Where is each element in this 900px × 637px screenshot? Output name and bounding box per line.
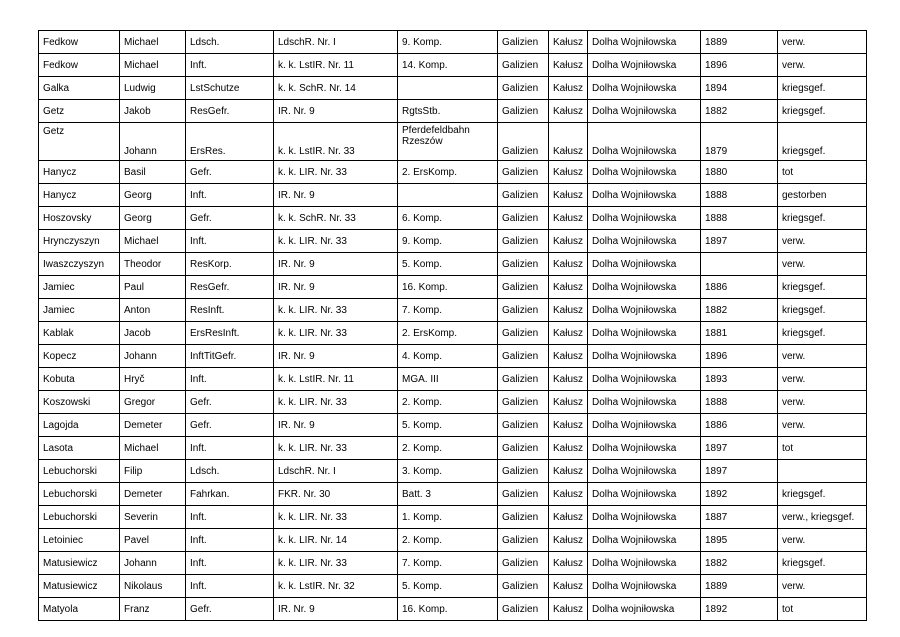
cell-rank: Inft. xyxy=(186,575,274,598)
cell-birth-year: 1888 xyxy=(701,184,778,207)
cell-first-name: Michael xyxy=(120,437,186,460)
cell-district: Kałusz xyxy=(549,184,588,207)
cell-province: Galizien xyxy=(498,391,549,414)
cell-town: Dolha Wojniłowska xyxy=(588,506,701,529)
cell-first-name: Nikolaus xyxy=(120,575,186,598)
table-row xyxy=(39,161,867,184)
cell-town: Dolha Wojniłowska xyxy=(588,391,701,414)
cell-first-name: Michael xyxy=(120,54,186,77)
cell-unit: 5. Komp. xyxy=(398,414,498,437)
cell-first-name: Johann xyxy=(120,123,186,161)
table-row xyxy=(39,299,867,322)
cell-birth-year: 1892 xyxy=(701,483,778,506)
cell-district: Kałusz xyxy=(549,414,588,437)
cell-first-name: Paul xyxy=(120,276,186,299)
cell-first-name: Basil xyxy=(120,161,186,184)
cell-surname: Kobuta xyxy=(39,368,120,391)
cell-regiment: k. k. SchR. Nr. 33 xyxy=(274,207,398,230)
cell-surname: Iwaszczyszyn xyxy=(39,253,120,276)
cell-unit: 3. Komp. xyxy=(398,460,498,483)
cell-province: Galizien xyxy=(498,598,549,621)
cell-town: Dolha Wojniłowska xyxy=(588,207,701,230)
cell-district: Kałusz xyxy=(549,207,588,230)
cell-status: tot xyxy=(778,437,867,460)
cell-first-name: Demeter xyxy=(120,414,186,437)
table-row xyxy=(39,529,867,552)
cell-district: Kałusz xyxy=(549,345,588,368)
cell-rank: Gefr. xyxy=(186,207,274,230)
cell-first-name: Jakob xyxy=(120,100,186,123)
cell-birth-year: 1894 xyxy=(701,77,778,100)
cell-surname: Kopecz xyxy=(39,345,120,368)
cell-surname: Lagojda xyxy=(39,414,120,437)
cell-first-name: Johann xyxy=(120,552,186,575)
cell-birth-year: 1880 xyxy=(701,161,778,184)
cell-district: Kałusz xyxy=(549,100,588,123)
cell-unit: 2. ErsKomp. xyxy=(398,161,498,184)
cell-first-name: Severin xyxy=(120,506,186,529)
cell-birth-year: 1888 xyxy=(701,391,778,414)
table-row xyxy=(39,230,867,253)
cell-town: Dolha Wojniłowska xyxy=(588,184,701,207)
cell-district: Kałusz xyxy=(549,368,588,391)
casualty-list-table xyxy=(38,30,867,621)
cell-district: Kałusz xyxy=(549,506,588,529)
cell-town: Dolha wojniłowska xyxy=(588,598,701,621)
cell-status: verw. xyxy=(778,414,867,437)
cell-first-name: Jacob xyxy=(120,322,186,345)
cell-town: Dolha Wojniłowska xyxy=(588,123,701,161)
cell-regiment: IR. Nr. 9 xyxy=(274,100,398,123)
cell-district: Kałusz xyxy=(549,253,588,276)
cell-town: Dolha Wojniłowska xyxy=(588,253,701,276)
cell-province: Galizien xyxy=(498,529,549,552)
cell-district: Kałusz xyxy=(549,161,588,184)
cell-surname: Lebuchorski xyxy=(39,460,120,483)
cell-rank: ResGefr. xyxy=(186,276,274,299)
cell-province: Galizien xyxy=(498,100,549,123)
cell-town: Dolha Wojniłowska xyxy=(588,552,701,575)
cell-district: Kałusz xyxy=(549,575,588,598)
cell-town: Dolha Wojniłowska xyxy=(588,31,701,54)
table-body xyxy=(39,31,867,621)
cell-rank: Inft. xyxy=(186,54,274,77)
cell-birth-year: 1886 xyxy=(701,414,778,437)
cell-regiment: k. k. LIR. Nr. 33 xyxy=(274,161,398,184)
cell-birth-year: 1886 xyxy=(701,276,778,299)
cell-district: Kałusz xyxy=(549,276,588,299)
table-row xyxy=(39,276,867,299)
cell-rank: Gefr. xyxy=(186,161,274,184)
cell-town: Dolha Wojniłowska xyxy=(588,230,701,253)
cell-unit: 5. Komp. xyxy=(398,575,498,598)
cell-unit: 7. Komp. xyxy=(398,552,498,575)
cell-unit: 2. Komp. xyxy=(398,391,498,414)
cell-province: Galizien xyxy=(498,414,549,437)
table-row xyxy=(39,123,867,161)
cell-surname: Galka xyxy=(39,77,120,100)
table-row xyxy=(39,31,867,54)
table-row xyxy=(39,368,867,391)
table-row xyxy=(39,77,867,100)
cell-rank: Ldsch. xyxy=(186,31,274,54)
cell-rank: Inft. xyxy=(186,529,274,552)
cell-district: Kałusz xyxy=(549,31,588,54)
cell-unit: 2. Komp. xyxy=(398,529,498,552)
cell-province: Galizien xyxy=(498,460,549,483)
cell-first-name: Georg xyxy=(120,184,186,207)
cell-province: Galizien xyxy=(498,345,549,368)
cell-rank: Ldsch. xyxy=(186,460,274,483)
cell-unit: Batt. 3 xyxy=(398,483,498,506)
table-row xyxy=(39,575,867,598)
cell-regiment: LdschR. Nr. I xyxy=(274,31,398,54)
cell-first-name: Michael xyxy=(120,230,186,253)
cell-rank: Gefr. xyxy=(186,598,274,621)
cell-unit: 1. Komp. xyxy=(398,506,498,529)
cell-status: verw. xyxy=(778,253,867,276)
cell-birth-year: 1892 xyxy=(701,598,778,621)
cell-town: Dolha Wojniłowska xyxy=(588,54,701,77)
cell-status: verw. xyxy=(778,31,867,54)
table-row xyxy=(39,253,867,276)
cell-unit: 5. Komp. xyxy=(398,253,498,276)
cell-birth-year: 1879 xyxy=(701,123,778,161)
cell-status: tot xyxy=(778,161,867,184)
cell-rank: Inft. xyxy=(186,368,274,391)
cell-town: Dolha Wojniłowska xyxy=(588,483,701,506)
cell-birth-year xyxy=(701,253,778,276)
table-row xyxy=(39,184,867,207)
table-row xyxy=(39,345,867,368)
cell-regiment: k. k. LIR. Nr. 14 xyxy=(274,529,398,552)
cell-surname: Hrynczyszyn xyxy=(39,230,120,253)
cell-province: Galizien xyxy=(498,368,549,391)
cell-rank: ResKorp. xyxy=(186,253,274,276)
cell-rank: ErsResInft. xyxy=(186,322,274,345)
cell-province: Galizien xyxy=(498,207,549,230)
cell-status: kriegsgef. xyxy=(778,276,867,299)
cell-surname: Hanycz xyxy=(39,161,120,184)
table-row xyxy=(39,207,867,230)
cell-regiment: k. k. LIR. Nr. 33 xyxy=(274,437,398,460)
table-row xyxy=(39,391,867,414)
cell-status: verw. xyxy=(778,54,867,77)
cell-first-name: Gregor xyxy=(120,391,186,414)
cell-status: verw., kriegsgef. xyxy=(778,506,867,529)
cell-status: kriegsgef. xyxy=(778,123,867,161)
cell-birth-year: 1896 xyxy=(701,54,778,77)
cell-regiment: k. k. SchR. Nr. 14 xyxy=(274,77,398,100)
cell-unit: Pferdefeldbahn Rzeszów xyxy=(398,123,498,161)
cell-unit: 2. Komp. xyxy=(398,437,498,460)
cell-regiment: FKR. Nr. 30 xyxy=(274,483,398,506)
cell-regiment: k. k. LIR. Nr. 33 xyxy=(274,322,398,345)
cell-status: kriegsgef. xyxy=(778,552,867,575)
cell-province: Galizien xyxy=(498,123,549,161)
cell-unit: 14. Komp. xyxy=(398,54,498,77)
cell-province: Galizien xyxy=(498,299,549,322)
cell-birth-year: 1895 xyxy=(701,529,778,552)
cell-birth-year: 1888 xyxy=(701,207,778,230)
cell-unit: 2. ErsKomp. xyxy=(398,322,498,345)
table-row xyxy=(39,598,867,621)
cell-surname: Letoiniec xyxy=(39,529,120,552)
cell-province: Galizien xyxy=(498,276,549,299)
cell-surname: Lebuchorski xyxy=(39,506,120,529)
cell-first-name: Ludwig xyxy=(120,77,186,100)
cell-birth-year: 1896 xyxy=(701,345,778,368)
cell-town: Dolha Wojniłowska xyxy=(588,100,701,123)
cell-district: Kałusz xyxy=(549,552,588,575)
cell-regiment: k. k. LstIR. Nr. 11 xyxy=(274,368,398,391)
cell-rank: Inft. xyxy=(186,552,274,575)
cell-birth-year: 1881 xyxy=(701,322,778,345)
cell-unit: 7. Komp. xyxy=(398,299,498,322)
cell-regiment: k. k. LIR. Nr. 33 xyxy=(274,299,398,322)
cell-unit xyxy=(398,184,498,207)
cell-district: Kałusz xyxy=(549,529,588,552)
cell-rank: ResInft. xyxy=(186,299,274,322)
cell-province: Galizien xyxy=(498,483,549,506)
cell-province: Galizien xyxy=(498,506,549,529)
cell-town: Dolha Wojniłowska xyxy=(588,437,701,460)
cell-unit: 9. Komp. xyxy=(398,230,498,253)
cell-district: Kałusz xyxy=(549,437,588,460)
cell-regiment: LdschR. Nr. I xyxy=(274,460,398,483)
cell-status: verw. xyxy=(778,345,867,368)
cell-district: Kałusz xyxy=(549,299,588,322)
cell-unit xyxy=(398,77,498,100)
cell-town: Dolha Wojniłowska xyxy=(588,276,701,299)
cell-status: kriegsgef. xyxy=(778,322,867,345)
cell-birth-year: 1882 xyxy=(701,299,778,322)
cell-surname: Getz xyxy=(39,100,120,123)
cell-regiment: IR. Nr. 9 xyxy=(274,253,398,276)
cell-rank: InftTitGefr. xyxy=(186,345,274,368)
cell-rank: ErsRes. xyxy=(186,123,274,161)
cell-first-name: Franz xyxy=(120,598,186,621)
cell-province: Galizien xyxy=(498,31,549,54)
cell-unit: 6. Komp. xyxy=(398,207,498,230)
table-row xyxy=(39,460,867,483)
cell-district: Kałusz xyxy=(549,483,588,506)
cell-district: Kałusz xyxy=(549,460,588,483)
table-row xyxy=(39,322,867,345)
cell-province: Galizien xyxy=(498,161,549,184)
cell-unit: 16. Komp. xyxy=(398,276,498,299)
cell-rank: LstSchutze xyxy=(186,77,274,100)
cell-town: Dolha Wojniłowska xyxy=(588,575,701,598)
cell-regiment: IR. Nr. 9 xyxy=(274,414,398,437)
cell-district: Kałusz xyxy=(549,598,588,621)
cell-status: verw. xyxy=(778,575,867,598)
cell-province: Galizien xyxy=(498,230,549,253)
cell-regiment: k. k. LstIR. Nr. 32 xyxy=(274,575,398,598)
cell-town: Dolha Wojniłowska xyxy=(588,529,701,552)
cell-regiment: IR. Nr. 9 xyxy=(274,276,398,299)
cell-regiment: k. k. LIR. Nr. 33 xyxy=(274,552,398,575)
table-row xyxy=(39,483,867,506)
cell-province: Galizien xyxy=(498,552,549,575)
cell-regiment: k. k. LIR. Nr. 33 xyxy=(274,506,398,529)
cell-status: verw. xyxy=(778,368,867,391)
cell-rank: ResGefr. xyxy=(186,100,274,123)
cell-status: kriegsgef. xyxy=(778,207,867,230)
cell-surname: Lebuchorski xyxy=(39,483,120,506)
cell-status: kriegsgef. xyxy=(778,299,867,322)
cell-surname: Lasota xyxy=(39,437,120,460)
cell-status: verw. xyxy=(778,529,867,552)
table-row xyxy=(39,414,867,437)
cell-first-name: Michael xyxy=(120,31,186,54)
cell-regiment: IR. Nr. 9 xyxy=(274,345,398,368)
cell-town: Dolha Wojniłowska xyxy=(588,322,701,345)
cell-province: Galizien xyxy=(498,575,549,598)
cell-birth-year: 1893 xyxy=(701,368,778,391)
cell-surname: Getz xyxy=(39,123,120,161)
cell-town: Dolha Wojniłowska xyxy=(588,77,701,100)
cell-birth-year: 1882 xyxy=(701,552,778,575)
cell-surname: Matusiewicz xyxy=(39,552,120,575)
cell-town: Dolha Wojniłowska xyxy=(588,460,701,483)
cell-rank: Inft. xyxy=(186,230,274,253)
cell-province: Galizien xyxy=(498,54,549,77)
cell-province: Galizien xyxy=(498,184,549,207)
cell-district: Kałusz xyxy=(549,77,588,100)
cell-first-name: Georg xyxy=(120,207,186,230)
cell-rank: Fahrkan. xyxy=(186,483,274,506)
cell-first-name: Demeter xyxy=(120,483,186,506)
cell-rank: Gefr. xyxy=(186,391,274,414)
cell-birth-year: 1889 xyxy=(701,575,778,598)
cell-province: Galizien xyxy=(498,322,549,345)
cell-rank: Inft. xyxy=(186,506,274,529)
cell-surname: Kablak xyxy=(39,322,120,345)
cell-birth-year: 1897 xyxy=(701,460,778,483)
cell-first-name: Hryč xyxy=(120,368,186,391)
cell-rank: Gefr. xyxy=(186,414,274,437)
cell-surname: Hanycz xyxy=(39,184,120,207)
cell-surname: Hoszovsky xyxy=(39,207,120,230)
cell-regiment: k. k. LIR. Nr. 33 xyxy=(274,391,398,414)
cell-status: verw. xyxy=(778,230,867,253)
cell-birth-year: 1889 xyxy=(701,31,778,54)
cell-district: Kałusz xyxy=(549,322,588,345)
cell-surname: Koszowski xyxy=(39,391,120,414)
table-row xyxy=(39,506,867,529)
cell-district: Kałusz xyxy=(549,54,588,77)
cell-town: Dolha Wojniłowska xyxy=(588,161,701,184)
cell-surname: Fedkow xyxy=(39,31,120,54)
cell-province: Galizien xyxy=(498,437,549,460)
cell-birth-year: 1897 xyxy=(701,230,778,253)
cell-surname: Jamiec xyxy=(39,276,120,299)
cell-unit: 16. Komp. xyxy=(398,598,498,621)
table-row xyxy=(39,54,867,77)
cell-birth-year: 1887 xyxy=(701,506,778,529)
cell-town: Dolha Wojniłowska xyxy=(588,368,701,391)
cell-district: Kałusz xyxy=(549,123,588,161)
cell-status xyxy=(778,460,867,483)
cell-status: gestorben xyxy=(778,184,867,207)
cell-status: verw. xyxy=(778,391,867,414)
cell-regiment: IR. Nr. 9 xyxy=(274,598,398,621)
cell-town: Dolha Wojniłowska xyxy=(588,299,701,322)
cell-regiment: IR. Nr. 9 xyxy=(274,184,398,207)
cell-unit: 4. Komp. xyxy=(398,345,498,368)
cell-first-name: Anton xyxy=(120,299,186,322)
cell-unit: 9. Komp. xyxy=(398,31,498,54)
cell-birth-year: 1897 xyxy=(701,437,778,460)
table-row xyxy=(39,100,867,123)
cell-birth-year: 1882 xyxy=(701,100,778,123)
cell-province: Galizien xyxy=(498,77,549,100)
cell-unit: MGA. III xyxy=(398,368,498,391)
cell-district: Kałusz xyxy=(549,391,588,414)
cell-surname: Fedkow xyxy=(39,54,120,77)
cell-town: Dolha Wojniłowska xyxy=(588,414,701,437)
cell-status: kriegsgef. xyxy=(778,100,867,123)
cell-district: Kałusz xyxy=(549,230,588,253)
cell-regiment: k. k. LstIR. Nr. 11 xyxy=(274,54,398,77)
cell-town: Dolha Wojniłowska xyxy=(588,345,701,368)
cell-first-name: Filip xyxy=(120,460,186,483)
cell-first-name: Johann xyxy=(120,345,186,368)
cell-status: tot xyxy=(778,598,867,621)
cell-surname: Matyola xyxy=(39,598,120,621)
cell-status: kriegsgef. xyxy=(778,483,867,506)
cell-province: Galizien xyxy=(498,253,549,276)
cell-first-name: Pavel xyxy=(120,529,186,552)
cell-regiment: k. k. LstIR. Nr. 33 xyxy=(274,123,398,161)
table-row xyxy=(39,437,867,460)
cell-status: kriegsgef. xyxy=(778,77,867,100)
cell-rank: Inft. xyxy=(186,184,274,207)
cell-surname: Matusiewicz xyxy=(39,575,120,598)
cell-surname: Jamiec xyxy=(39,299,120,322)
cell-rank: Inft. xyxy=(186,437,274,460)
cell-regiment: k. k. LIR. Nr. 33 xyxy=(274,230,398,253)
cell-first-name: Theodor xyxy=(120,253,186,276)
cell-unit: RgtsStb. xyxy=(398,100,498,123)
table-row xyxy=(39,552,867,575)
